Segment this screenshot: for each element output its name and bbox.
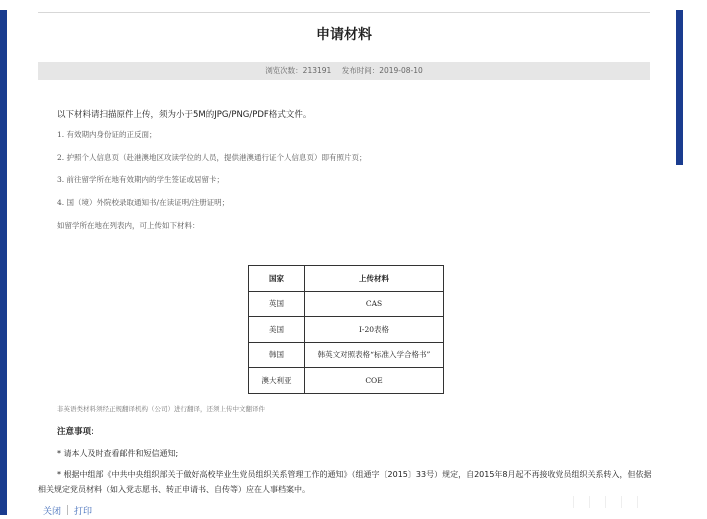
requirement-item: 4. 国（境）外院校录取通知书/在读证明/注册证明； (57, 198, 230, 207)
right-accent-bar (676, 10, 683, 165)
requirement-item: 3. 前往留学所在地有效期内的学生签证或居留卡； (57, 175, 225, 184)
left-accent-bar (0, 10, 7, 515)
column-header-materials: 上传材料 (305, 266, 444, 292)
material-cell: 韩英文对照表格“标准入学合格书” (305, 342, 444, 368)
translation-note: 非英语类材料须经正规翻译机构（公司）进行翻译，还须上传中文翻译件 (57, 405, 265, 413)
faint-divider (573, 496, 574, 508)
faint-divider (621, 496, 622, 508)
faint-divider (589, 496, 590, 508)
table-row (249, 291, 444, 317)
footer-actions (43, 504, 92, 517)
notice-item: * 根据中组部《中共中央组织部关于做好高校毕业生党员组织关系管理工作的通知》（组通字〔2015〕33号）规定，自2015年8月起不再接收党员组织关系转入，但依据相关规定党员材料（如入党志愿书、转正申请书、自传等）应在人事档案中。 (38, 470, 652, 494)
requirement-item: 2. 护照个人信息页（赴港澳地区攻读学位的人员，提供港澳通行证个人信息页）即有照片页； (57, 153, 367, 162)
table-row (249, 342, 444, 368)
notice-heading (57, 425, 94, 437)
requirement-item: 1. 有效期内身份证的正反面； (57, 130, 157, 139)
material-cell: CAS (305, 291, 444, 317)
faint-divider (637, 496, 638, 508)
table-header-row (249, 266, 444, 292)
country-cell: 韩国 (249, 342, 305, 368)
country-cell: 英国 (249, 291, 305, 317)
meta-bar (38, 62, 650, 80)
close-link[interactable]: 关闭 (43, 507, 62, 517)
page-title: 申请材料 (316, 27, 372, 43)
print-link[interactable]: 打印 (74, 507, 93, 517)
material-cell: COE (305, 368, 444, 394)
table-row (249, 317, 444, 343)
publish-date: 发布时间：2019-08-10 (341, 66, 423, 75)
faint-divider (605, 496, 606, 508)
table-row (249, 368, 444, 394)
column-header-country: 国家 (249, 266, 305, 292)
intro-text: 以下材料请扫描原件上传，须为小于5M的JPG/PNG/PDF格式文件。 (57, 110, 312, 120)
notice-item: * 请本人及时查看邮件和短信通知; (57, 449, 179, 458)
notice-heading-colon: : (91, 427, 94, 437)
notice-heading-text: 注意事项 (57, 427, 92, 437)
country-cell: 澳大利亚 (249, 368, 305, 394)
material-cell: I-20表格 (305, 317, 444, 343)
materials-table (248, 265, 444, 394)
country-list-intro: 如留学所在地在列表内，可上传如下材料： (57, 221, 200, 230)
footer-separator (67, 505, 68, 515)
country-cell: 美国 (249, 317, 305, 343)
view-count: 浏览次数：213191 (265, 66, 332, 75)
top-divider (38, 12, 650, 13)
